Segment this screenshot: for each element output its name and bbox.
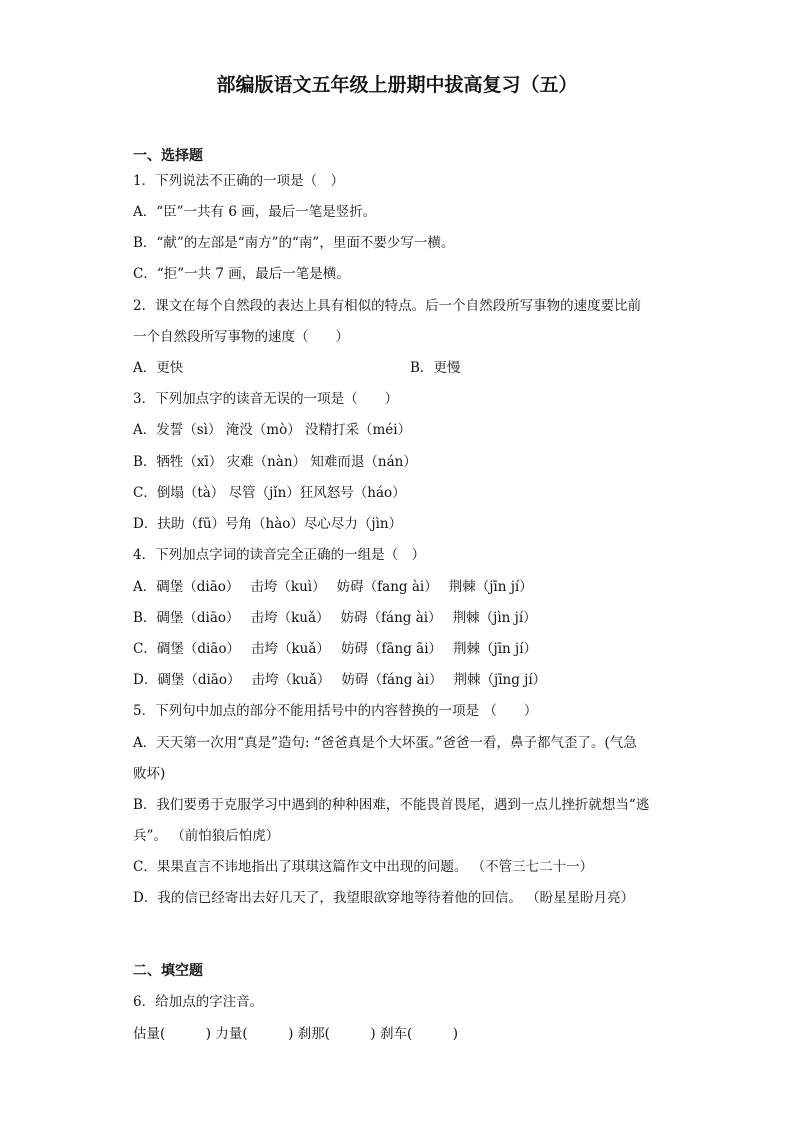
q4-option-a: A．碉堡（diāo） 击垮（kuì） 妨碍（fang ài） 荆棘（jīn jí） [133,579,533,595]
q5-option-d: D．我的信已经寄出去好几天了，我望眼欲穿地等待着他的回信。 （盼星星盼月亮） [133,890,635,906]
q3-option-a: A．发誓（sì） 淹没（mò） 没精打采（méi） [133,422,412,438]
q5-option-a-line1: A．天天第一次用“真是”造句: “爸爸真是个大坏蛋。”爸爸一看，鼻子都气歪了。(气急 [133,735,637,751]
q3-option-d: D．扶助（fū）号角（hào）尽心尽力（jìn） [133,516,403,532]
q2-option-a: A．更快 [133,360,184,376]
q1-option-a: A．“臣”一共有 6 画，最后一笔是竖折。 [133,204,377,220]
q3-stem: 3．下列加点字的读音无误的一项是（ ） [133,391,399,407]
q2-stem-line1: 2．课文在每个自然段的表达上具有相似的特点。后一个自然段所写事物的速度要比前 [133,298,642,314]
q5-option-c: C．果果直言不讳地指出了琪琪这篇作文中出现的问题。 （不管三七二十一） [133,859,594,875]
q4-option-c: C．碉堡（diāo） 击垮（kuǎ） 妨碍（fāng āi） 荆棘（jīn jí） [133,641,538,657]
q5-stem: 5．下列句中加点的部分不能用括号中的内容替换的一项是 （ ） [133,703,538,719]
q2-option-b: B．更慢 [410,360,461,376]
page-title: 部编版语文五年级上册期中拔高复习（五） [216,74,578,96]
q4-stem: 4．下列加点字词的读音完全正确的一组是（ ） [133,547,426,563]
section-heading-fill: 二、填空题 [133,963,203,979]
q1-stem: 1．下列说法不正确的一项是（ ） [133,173,345,189]
q1-option-c: C．“拒”一共 7 画，最后一笔是横。 [133,266,350,282]
q1-option-b: B．“献”的左部是“南方”的“南”，里面不要少写一横。 [133,235,455,251]
q6-answer-line: 估量( ) 力量( ) 刹那( ) 刹车( ) [133,1026,459,1042]
section-heading-choice: 一、选择题 [133,148,203,164]
q3-option-c: C．倒塌（tà） 尽管（jǐn）狂风怒号（háo） [133,485,406,501]
q4-option-d: D．碉堡（diāo） 击垮（kuǎ） 妨碍（fáng ài） 荆棘（jīng jí） [133,672,547,688]
q5-option-b-line1: B．我们要勇于克服学习中遇到的种种困难，不能畏首畏尾，遇到一点儿挫折就想当“逃 [133,797,650,813]
q5-option-a-line2: 败坏) [133,766,166,782]
q6-stem: 6．给加点的字注音。 [133,994,264,1010]
q4-option-b: B．碉堡（diāo） 击垮（kuǎ） 妨碍（fáng ài） 荆棘（jìn jí） [133,610,537,626]
q2-stem-line2: 一个自然段所写事物的速度（ ） [133,329,349,345]
q5-option-b-line2: 兵”。 （前怕狼后怕虎） [133,828,280,844]
q3-option-b: B．牺牲（xī） 灾难（nàn） 知难而退（nán） [133,454,417,470]
